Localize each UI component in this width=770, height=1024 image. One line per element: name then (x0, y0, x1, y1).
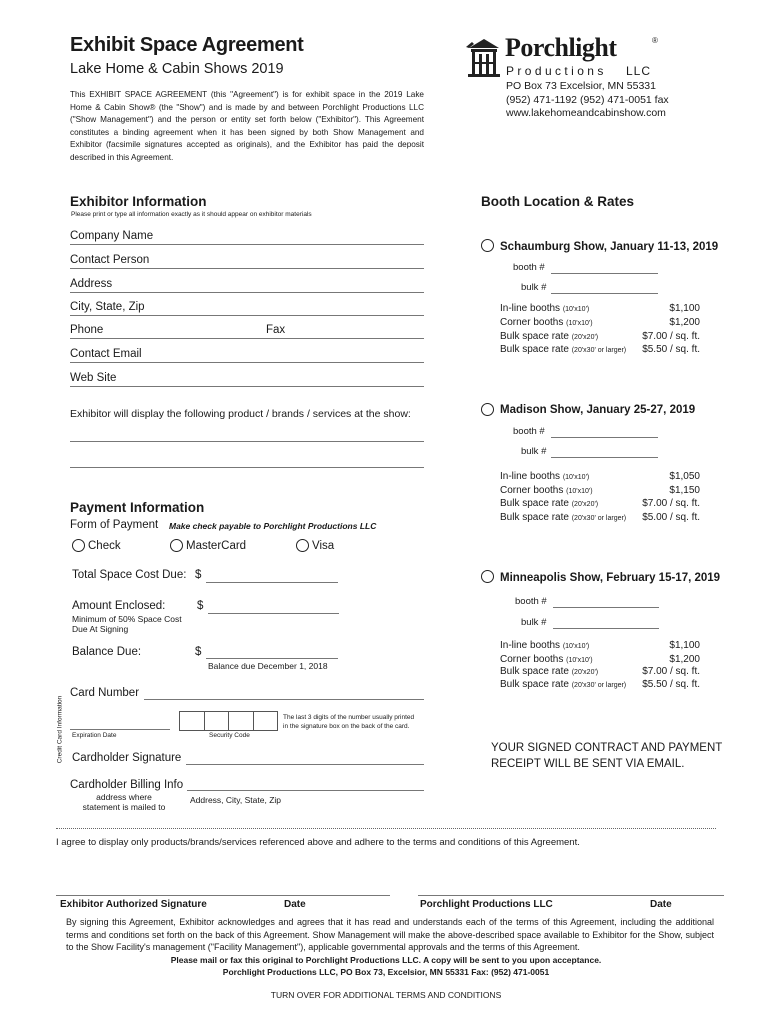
rate-price: $1,100 (669, 640, 700, 651)
total-dollar: $ (195, 569, 202, 581)
rate-dims: (10'x10') (566, 320, 593, 327)
rate-price: $1,200 (669, 317, 700, 328)
balance-due-note: Balance due December 1, 2018 (208, 661, 328, 671)
minimum-note (72, 614, 182, 634)
mastercard-radio[interactable] (170, 539, 183, 552)
balance-due-field[interactable] (206, 658, 338, 659)
madison-booth-field[interactable] (551, 437, 658, 438)
company-phones: (952) 471-1192 (952) 471-0051 fax (506, 93, 669, 106)
company-website: www.lakehomeandcabinshow.com (506, 107, 666, 119)
credit-card-side-label: Credit Card Information (56, 695, 64, 764)
billing-info-field[interactable] (187, 790, 424, 791)
fax-label: Fax (266, 324, 286, 336)
porchlight-date-label: Date (650, 899, 672, 910)
minneapolis-bulk-field[interactable] (553, 628, 659, 629)
security-digit-box[interactable] (229, 712, 254, 730)
address-field[interactable] (70, 292, 424, 293)
rate-name: In-line booths (500, 640, 561, 651)
billing-note-line1: address where (96, 792, 152, 802)
payable-note: Make check payable to Porchlight Productions LLC (169, 521, 377, 531)
rate-name: Bulk space rate (500, 679, 569, 690)
rate-dims: (20'x20') (571, 669, 599, 676)
rate-name: In-line booths (500, 471, 561, 482)
rate-row (500, 666, 700, 677)
rate-dims: (20'x30' or larger) (571, 515, 627, 522)
website-field[interactable] (70, 386, 424, 387)
schaumburg-booth-label: booth # (513, 262, 545, 273)
cardholder-signature-label: Cardholder Signature (72, 752, 182, 764)
security-code-boxes[interactable] (179, 711, 278, 731)
security-digit-box[interactable] (254, 712, 278, 730)
rate-name: Corner booths (500, 485, 564, 496)
email-notice (491, 740, 722, 772)
billing-hint: Address, City, State, Zip (190, 795, 282, 805)
porch-logo-icon (463, 36, 505, 78)
rate-price: $7.00 / sq. ft. (642, 498, 700, 509)
contact-person-field[interactable] (70, 268, 424, 269)
total-cost-field[interactable] (206, 582, 338, 583)
email-label: Contact Email (70, 348, 142, 360)
rate-row (500, 640, 700, 651)
minneapolis-radio[interactable] (481, 570, 494, 583)
minneapolis-title: Minneapolis Show, February 15-17, 2019 (500, 572, 721, 584)
minimum-note-line1: Minimum of 50% Space Cost (72, 614, 182, 624)
rate-price: $1,200 (669, 654, 700, 665)
check-radio[interactable] (72, 539, 85, 552)
security-note (283, 713, 414, 731)
intro-paragraph: This EXHIBIT SPACE AGREEMENT (this "Agreement") is for exhibit space in the 2019 Lake Home & Cabin Show® (the "Show") and is made by and between Porchlight Productions LLC ("Show Management") and the person or entity set forth below ("Exhibitor"). This Agreement constitutes a binding agreement when it has been signed by both Show Management and Exhibitor (facsimile signatures accepted as originals), and the Exhibitor has paid the deposit described in this Agreement. (70, 90, 424, 162)
address-label: Address (70, 278, 113, 290)
products-line-1[interactable] (70, 441, 424, 442)
amount-enclosed-field[interactable] (208, 613, 339, 614)
mail-instructions-line2: Porchlight Productions LLC, PO Box 73, Excelsior, MN 55331 Fax: (952) 471-0051 (222, 967, 550, 977)
contact-person-label: Contact Person (70, 254, 150, 266)
minneapolis-bulk-label: bulk # (521, 617, 547, 628)
balance-dollar: $ (195, 646, 202, 658)
rate-dims: (10'x10') (562, 474, 590, 481)
rate-row (500, 512, 700, 523)
rate-row (500, 654, 700, 665)
rate-row (500, 344, 700, 355)
rate-row (500, 317, 700, 328)
exhibitor-heading: Exhibitor Information (70, 194, 207, 209)
security-code-label: Security Code (209, 732, 250, 739)
rate-price: $7.00 / sq. ft. (642, 331, 700, 342)
rate-price: $5.50 / sq. ft. (642, 679, 700, 690)
phone-fax-field[interactable] (70, 338, 424, 339)
exhibitor-signature-field[interactable] (56, 895, 390, 896)
card-number-field[interactable] (144, 699, 424, 700)
rate-price: $7.00 / sq. ft. (642, 666, 700, 677)
billing-note (76, 792, 172, 812)
page-subtitle: Lake Home & Cabin Shows 2019 (70, 61, 284, 77)
turn-over-note: TURN OVER FOR ADDITIONAL TERMS AND CONDITIONS (270, 990, 502, 1000)
rate-name: Corner booths (500, 654, 564, 665)
rate-name: Bulk space rate (500, 512, 569, 523)
rate-name: In-line booths (500, 303, 561, 314)
security-note-line1: The last 3 digits of the number usually printed (283, 714, 415, 721)
products-label: Exhibitor will display the following product / brands / services at the show: (70, 408, 411, 420)
amount-enclosed-label: Amount Enclosed: (72, 600, 166, 612)
porchlight-signature-field[interactable] (418, 895, 724, 896)
security-digit-box[interactable] (205, 712, 230, 730)
logo-wordmark: Porchlight (505, 33, 617, 62)
schaumburg-booth-field[interactable] (551, 273, 658, 274)
divider (56, 828, 716, 829)
rate-name: Bulk space rate (500, 666, 569, 677)
check-label: Check (88, 540, 121, 552)
expiration-field[interactable] (70, 729, 170, 730)
rate-name: Bulk space rate (500, 498, 569, 509)
city-label: City, State, Zip (70, 301, 145, 313)
agreement-statement: I agree to display only products/brands/services referenced above and adhere to the terms and conditions of this Agreement. (56, 837, 580, 848)
company-contact (506, 80, 669, 121)
schaumburg-bulk-label: bulk # (521, 282, 547, 293)
email-notice-line2: RECEIPT WILL BE SENT VIA EMAIL. (491, 758, 685, 770)
exhibitor-note: Please print or type all information exactly as it should appear on exhibitor materials (71, 211, 312, 218)
phone-label: Phone (70, 324, 104, 336)
rate-dims: (10'x10') (566, 657, 593, 664)
booth-heading: Booth Location & Rates (481, 194, 635, 209)
page-title: Exhibit Space Agreement (70, 34, 304, 56)
schaumburg-bulk-field[interactable] (551, 293, 658, 294)
rate-row (500, 303, 700, 314)
rate-price: $1,150 (669, 485, 700, 496)
rate-row (500, 679, 700, 690)
rate-dims: (20'x30' or larger) (571, 347, 627, 354)
security-note-line2: in the signature box on the back of the card. (283, 723, 410, 730)
madison-title: Madison Show, January 25-27, 2019 (500, 404, 696, 416)
city-field[interactable] (70, 315, 424, 316)
rate-dims: (10'x10') (562, 643, 590, 650)
company-name-field[interactable] (70, 244, 424, 245)
rate-price: $1,050 (669, 471, 700, 482)
rate-name: Corner booths (500, 317, 564, 328)
mail-instructions-line1: Please mail or fax this original to Porchlight Productions LLC. A copy will be sent to you upon acceptance. (170, 955, 602, 965)
schaumburg-radio[interactable] (481, 239, 494, 252)
billing-info-label: Cardholder Billing Info (70, 779, 184, 791)
card-number-label: Card Number (70, 687, 140, 699)
madison-bulk-label: bulk # (521, 446, 547, 457)
rate-price: $1,100 (669, 303, 700, 314)
madison-booth-label: booth # (513, 426, 545, 437)
rate-price: $5.00 / sq. ft. (642, 512, 700, 523)
terms-paragraph: By signing this Agreement, Exhibitor acknowledges and agrees that it has read and understands each of the terms of this Agreement, including the additional terms and conditions set forth on the back of this Agreement. Show Management will make the above-described space available to Exhibitor for the Show, subject to the Show Facility's management ("Facility Management"), applicable governmental approvals and the terms of this Agreement. (66, 917, 714, 953)
rate-row (500, 331, 700, 342)
visa-label: Visa (312, 540, 335, 552)
madison-radio[interactable] (481, 403, 494, 416)
rate-row (500, 498, 700, 509)
company-name-label: Company Name (70, 230, 154, 242)
rate-dims: (20'x20') (571, 501, 599, 508)
products-line-2[interactable] (70, 467, 424, 468)
minneapolis-booth-label: booth # (515, 596, 547, 607)
mail-instructions (56, 954, 716, 978)
madison-bulk-field[interactable] (551, 457, 658, 458)
rate-name: Bulk space rate (500, 331, 569, 342)
rate-row (500, 471, 700, 482)
total-cost-label: Total Space Cost Due: (72, 569, 187, 581)
rate-name: Bulk space rate (500, 344, 569, 355)
schaumburg-title: Schaumburg Show, January 11-13, 2019 (500, 241, 719, 253)
billing-note-line2: statement is mailed to (82, 802, 166, 812)
rate-dims: (20'x30' or larger) (571, 682, 627, 689)
rate-price: $5.50 / sq. ft. (642, 344, 700, 355)
minneapolis-booth-field[interactable] (553, 607, 659, 608)
email-field[interactable] (70, 362, 424, 363)
exhibitor-date-label: Date (284, 899, 306, 910)
rate-dims: (10'x10') (562, 306, 590, 313)
payment-heading: Payment Information (70, 500, 205, 515)
expiration-label: Expiration Date (72, 732, 117, 739)
exhibitor-signature-label: Exhibitor Authorized Signature (60, 899, 207, 910)
porchlight-signature-label: Porchlight Productions LLC (420, 899, 553, 910)
minimum-note-line2: Due At Signing (72, 624, 129, 634)
logo-llc: LLC (626, 64, 652, 78)
email-notice-line1: YOUR SIGNED CONTRACT AND PAYMENT (491, 742, 723, 754)
form-of-payment-label: Form of Payment (70, 519, 159, 531)
logo-registered: ® (652, 36, 658, 45)
rate-row (500, 485, 700, 496)
amount-dollar: $ (197, 600, 204, 612)
website-label: Web Site (70, 372, 117, 384)
rate-dims: (20'x20') (571, 334, 599, 341)
mastercard-label: MasterCard (186, 540, 247, 552)
cardholder-signature-field[interactable] (186, 764, 424, 765)
rate-dims: (10'x10') (566, 488, 593, 495)
balance-due-label: Balance Due: (72, 646, 142, 658)
security-digit-box[interactable] (180, 712, 205, 730)
logo-productions: Productions (506, 64, 607, 78)
company-address: PO Box 73 Excelsior, MN 55331 (506, 80, 656, 92)
visa-radio[interactable] (296, 539, 309, 552)
